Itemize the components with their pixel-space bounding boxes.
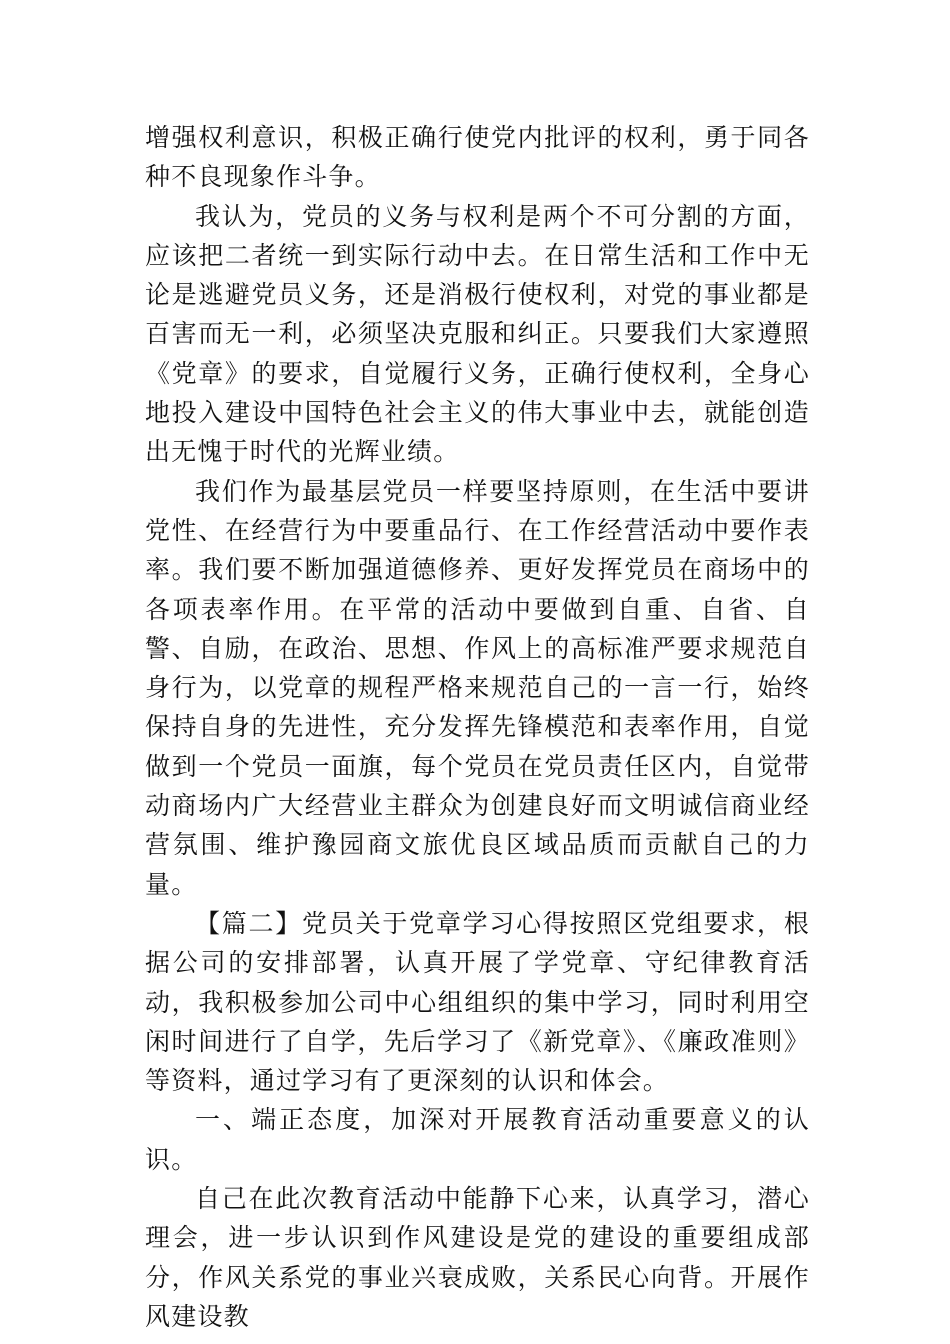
document-body bbox=[145, 118, 810, 1336]
paragraph-study-attitude: 自己在此次教育活动中能静下心来，认真学习，潜心理会，进一步认识到作风建设是党的建设的重要组成部分，作风关系党的事业兴衰成败，关系民心向背。开展作风建设教 bbox=[145, 1184, 810, 1331]
paragraph-grassroots-members: 我们作为最基层党员一样要坚持原则，在生活中要讲党性、在经营行为中要重品行、在工作经营活动中要作表率。我们要不断加强道德修养、更好发挥党员在商场中的各项表率作用。在平常的活动中要做到自重、自省、自警、自励，在政治、思想、作风上的高标准严要求规范自身行为，以党章的规程严格来规范自己的一言一行，始终保持自身的先进性，充分发挥先锋模范和表率作用，自觉做到一个党员一面旗，每个党员在党员责任区内，自觉带动商场内广大经营业主群众为创建良好而文明诚信商业经营氛围、维护豫园商文旅优良区域品质而贡献自己的力量。 bbox=[145, 476, 810, 899]
paragraph-part-two-intro: 【篇二】党员关于党章学习心得按照区党组要求，根据公司的安排部署，认真开展了学党章、守纪律教育活动，我积极参加公司中心组组织的集中学习，同时利用空闲时间进行了自学，先后学习了《新党章》、《廉政准则》等资料，通过学习有了更深刻的认识和体会。 bbox=[145, 908, 810, 1096]
paragraph-duties-rights: 我认为，党员的义务与权利是两个不可分割的方面，应该把二者统一到实际行动中去。在日常生活和工作中无论是逃避党员义务，还是消极行使权利，对党的事业都是百害而无一利，必须坚决克服和纠正。只要我们大家遵照《党章》的要求，自觉履行义务，正确行使权利，全身心地投入建设中国特色社会主义的伟大事业中去，就能创造出无愧于时代的光辉业绩。 bbox=[145, 201, 810, 467]
section-heading-one: 一、端正态度，加深对开展教育活动重要意义的认识。 bbox=[145, 1105, 810, 1174]
paragraph-continuation: 增强权利意识，积极正确行使党内批评的权利，勇于同各种不良现象作斗争。 bbox=[145, 123, 810, 192]
